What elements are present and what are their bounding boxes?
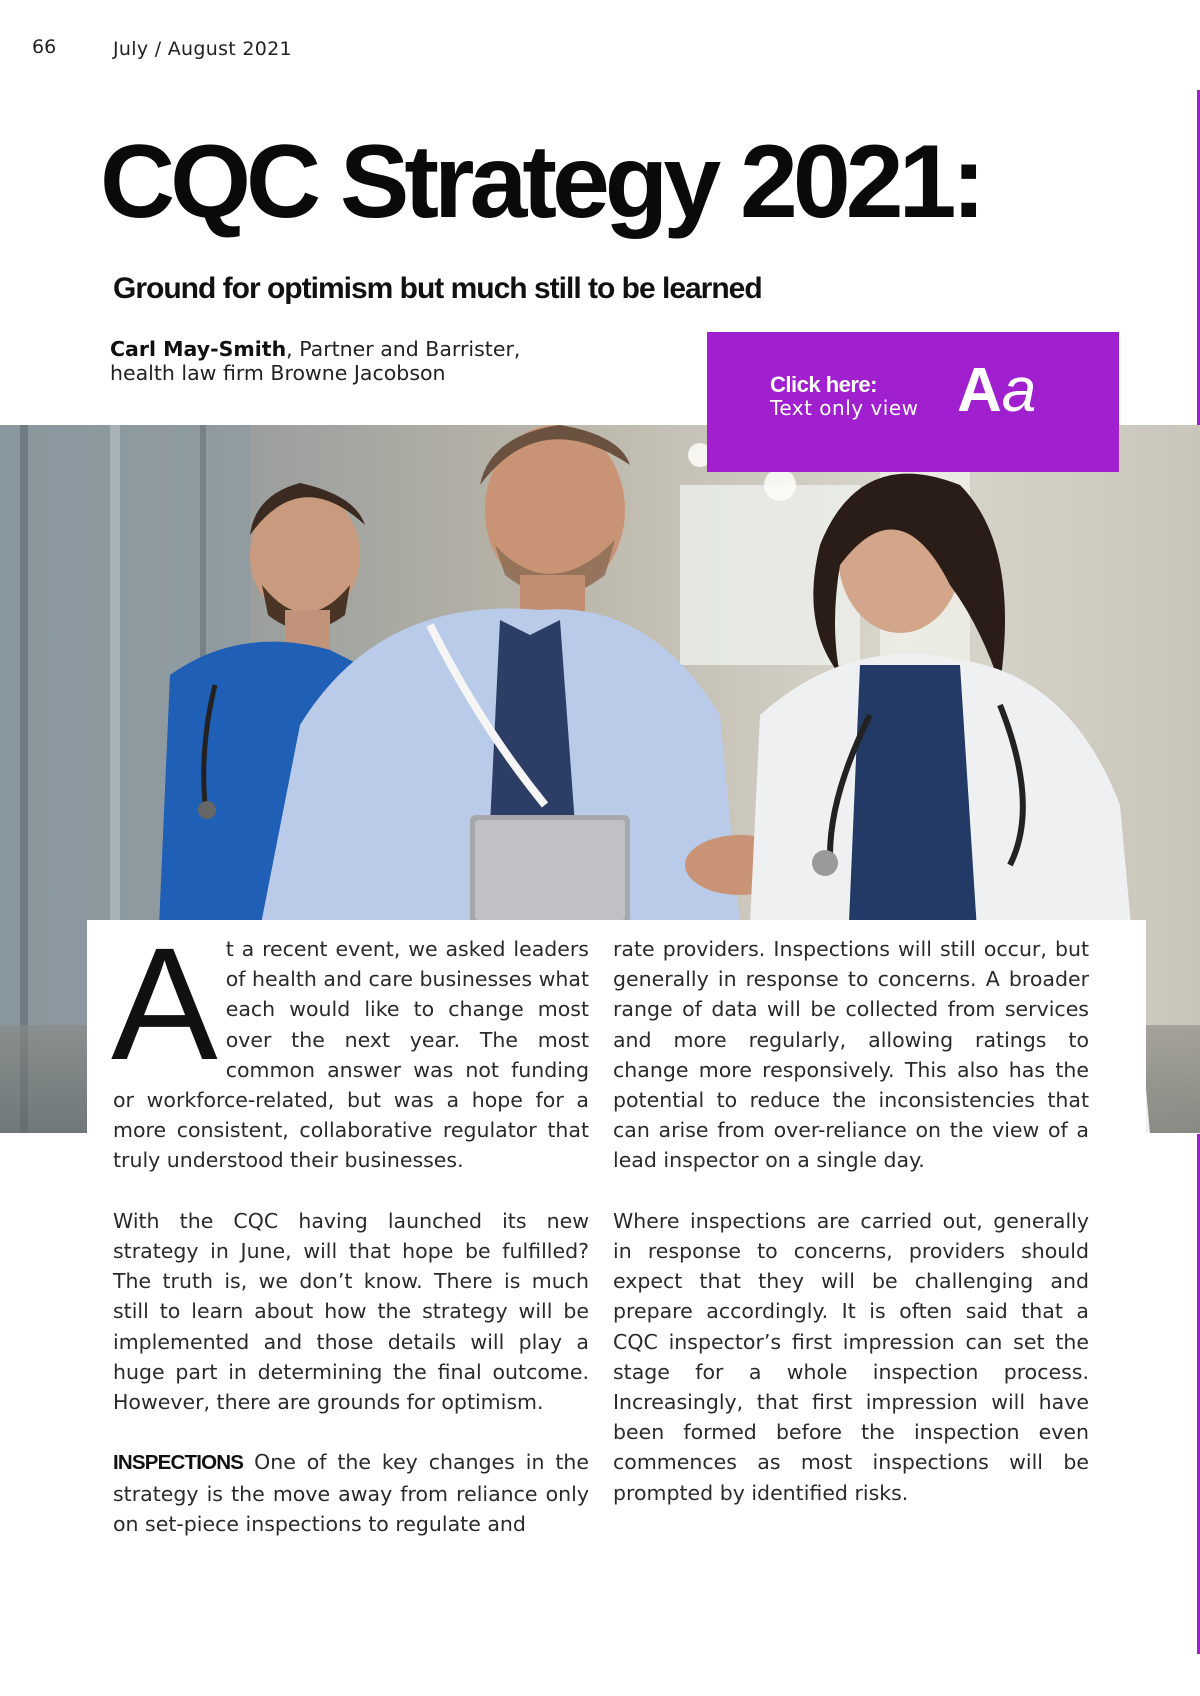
font-aa-icon: Aa <box>957 356 1037 425</box>
article-subtitle: Ground for optimism but much still to be learned <box>113 272 762 305</box>
paragraph-2: With the CQC having launched its new strategy in June, will that hope be fulfilled? The truth is, we don’t know. There is much still to learn about how the strategy will be implemented and those details will play a huge part in determining the final outcome. However, there are grounds for optimism. <box>113 1208 589 1415</box>
author-role: , Partner and Barrister, <box>286 337 521 361</box>
article-column-left <box>111 914 589 1569</box>
article-title: CQC Strategy 2021: <box>100 124 982 240</box>
section-heading-inspections: INSPECTIONS <box>113 1451 244 1475</box>
author-name: Carl May-Smith <box>110 337 287 361</box>
paragraph-4: Where inspections are carried out, generally in response to concerns, providers should expect that they will be challenging and prepare accordingly. It is often said that a CQC inspector’s first impression can set the stage for a whole inspection process. Increasingly, that first impression will have been formed before the inspection even commences as most inspections will be prompted by identified risks. <box>613 1208 1089 1505</box>
paragraph-1: At a recent event, we asked leaders of health and care businesses what each would like to change most over the next year. The most common answer was not funding or workforce-related, but was a hope for a more consistent, collaborative regulator that truly understood their businesses. <box>111 914 589 1173</box>
paragraph-3-continued: rate providers. Inspections will still occur, but generally in response to concerns. A broader range of data will be collected from services and more regularly, allowing ratings to change more responsively. This also has the potential to reduce the inconsistencies that can arise from over-reliance on the view of a lead inspector on a single day. <box>613 937 1089 1173</box>
text-view-button-line2: Text only view <box>770 396 919 420</box>
article-column-right <box>613 934 1089 1538</box>
text-view-button-line1: Click here: <box>770 372 877 397</box>
page-number: 66 <box>32 36 57 58</box>
byline <box>110 337 520 385</box>
issue-date: July / August 2021 <box>113 38 292 60</box>
author-affiliation: health law firm Browne Jacobson <box>110 361 446 385</box>
article-body <box>87 914 1146 1610</box>
paragraph-3: INSPECTIONS One of the key changes in the strategy is the move away from reliance only on set-piece inspections to regulate and <box>113 1450 589 1536</box>
text-only-view-button[interactable] <box>707 332 1119 472</box>
drop-cap: A <box>111 914 218 1093</box>
